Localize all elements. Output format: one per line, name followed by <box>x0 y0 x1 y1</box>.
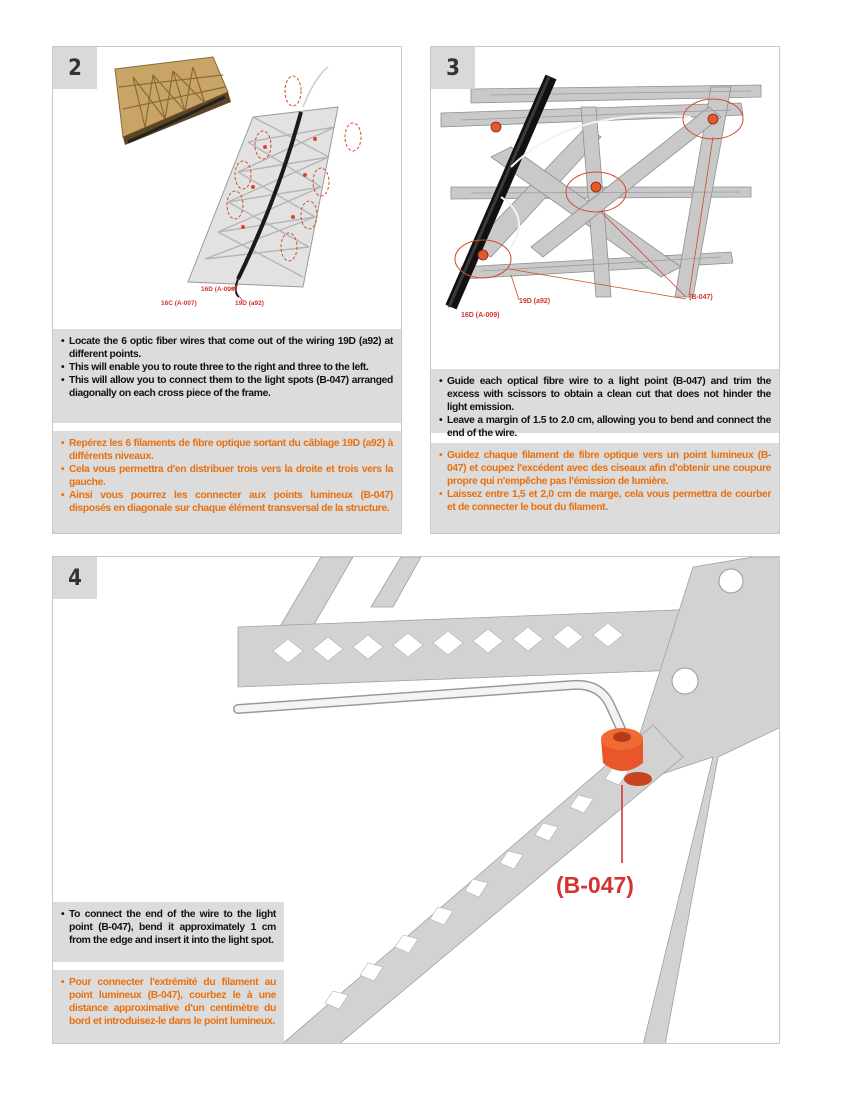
instruction-item: • This will allow you to connect them to the light spots (B-047) arranged diagonally on each cross piece of the frame. <box>61 374 393 400</box>
instruction-item: • Cela vous permettra d'en distribuer trois vers la droite et trois vers la gauche. <box>61 463 393 489</box>
inset-gold-frame <box>115 57 231 145</box>
step-2-panel <box>52 46 402 534</box>
step-number: 2 <box>53 47 97 89</box>
instruction-item: • Guidez chaque filament de fibre optique vers un point lumineux (B-047) et coupez l'excédent avec des ciseaux afin d'obtenir une coupure propre qui n'empêche pas l'émission de lumière. <box>439 449 771 488</box>
label-16c: 16C (A-007) <box>161 300 197 307</box>
label-16d: 16D (A-009) <box>201 286 237 293</box>
instruction-item: • This will enable you to route three to the right and three to the left. <box>61 361 393 374</box>
step-3-illustration <box>431 47 780 347</box>
label-b047: (B-047) <box>689 294 713 301</box>
instruction-item: • Laissez entre 1,5 et 2,0 cm de marge, cela vous permettra de courber et de connecter le bout du filament. <box>439 488 771 514</box>
instructions-fr <box>53 970 284 1044</box>
label-b047: (B-047) <box>556 872 634 898</box>
label-19d: 19D (a92) <box>235 300 264 307</box>
label-16d: 16D (A-009) <box>461 312 500 319</box>
instructions-en <box>53 902 284 962</box>
instruction-item: • Leave a margin of 1.5 to 2.0 cm, allowing you to bend and connect the end of the wire. <box>439 414 771 440</box>
part-labels <box>161 285 264 307</box>
instruction-item: • Repérez les 6 filaments de fibre optique sortant du câblage 19D (a92) à différents niveaux. <box>61 437 393 463</box>
instruction-item: • Locate the 6 optic fiber wires that come out of the wiring 19D (a92) at different points. <box>61 335 393 361</box>
instruction-item: • To connect the end of the wire to the light point (B-047), bend it approximately 1 cm from the edge and insert it into the light spot. <box>61 908 276 947</box>
instructions-fr <box>53 431 401 534</box>
instructions-en <box>53 329 401 423</box>
instructions-en <box>431 369 779 439</box>
step-2-illustration <box>53 47 402 327</box>
instruction-item: • Ainsi vous pourrez les connecter aux points lumineux (B-047) disposés en diagonale sur chaque élément transversal de la structure. <box>61 489 393 515</box>
instructions-fr <box>431 443 779 534</box>
instruction-item: • Guide each optical fibre wire to a light point (B-047) and trim the excess with scissors to obtain a clean cut that does not hinder the light emission. <box>439 375 771 414</box>
label-19d: 19D (a92) <box>519 298 551 305</box>
step-4-panel <box>52 556 780 1044</box>
part-labels <box>461 294 713 319</box>
step-number: 3 <box>431 47 475 89</box>
instruction-item: • Pour connecter l'extrémité du filament au point lumineux (B-047), courbez le à une distance approximative d'un centimètre du bord et introduisez-le dans le point lumineux. <box>61 976 276 1028</box>
step-number: 4 <box>53 557 97 599</box>
step-3-panel <box>430 46 780 534</box>
